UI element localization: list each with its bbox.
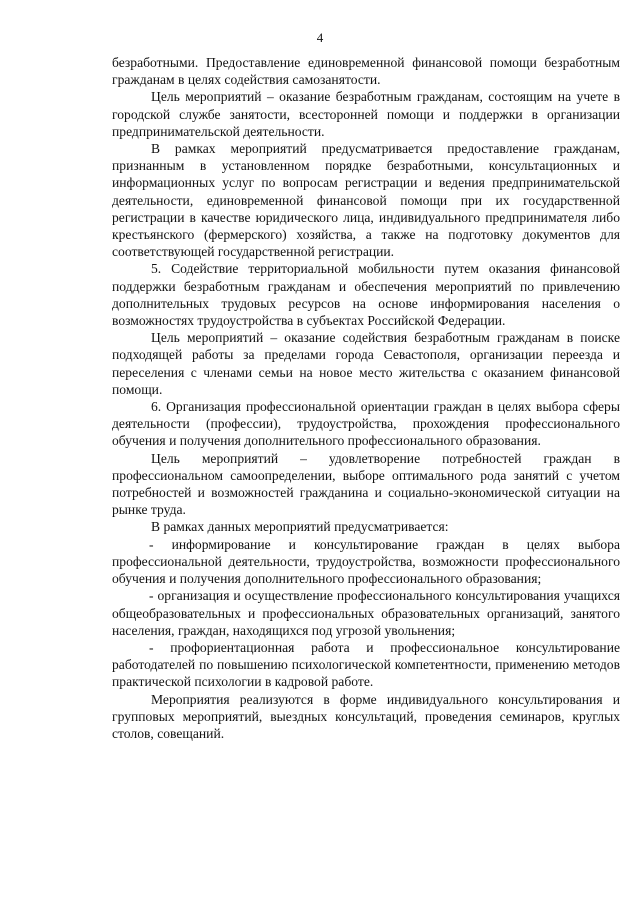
paragraph-5: Цель мероприятий – оказание содействия безработным гражданам в поиске подходящей работы за пределами города Севастополя, организации переезда и переселения с членами семьи на новое место жительства с оказанием финансовой помощи. bbox=[112, 330, 620, 397]
list-item-2: - организация и осуществление профессионального консультирования учащихся общеобразовательных и профессиональных образовательных организаций, занятого населения, граждан, находящихся под угрозой увольнения; bbox=[112, 588, 620, 638]
paragraph-3: В рамках мероприятий предусматривается предоставление гражданам, признанным в установленном порядке безработными, консультационных и информационных услуг по вопросам регистрации и ведения предпринимательской деятельности, единовременной финансовой помощи при их государственной регистрации в качестве юридического лица, индивидуального предпринимателя либо крестьянского (фермерского) хозяйства, а также на подготовку документов для соответствующей государственной регистрации. bbox=[112, 141, 620, 260]
paragraph-6: 6. Организация профессиональной ориентации граждан в целях выбора сферы деятельности (профессии), трудоустройства, прохождения профессионального обучения и получения дополнительного профессионального образования. bbox=[112, 399, 620, 449]
document-body bbox=[112, 54, 620, 742]
list-item-3: - профориентационная работа и профессиональное консультирование работодателей по повышению психологической компетентности, применению методов практической психологии в кадровой работе. bbox=[112, 639, 620, 690]
paragraph-1: безработными. Предоставление единовременной финансовой помощи безработным гражданам в целях содействия самозанятости. bbox=[112, 55, 620, 88]
page-number: 4 bbox=[316, 30, 324, 45]
list-item-1: - информирование и консультирование граждан в целях выбора профессиональной деятельности, трудоустройства, возможности профессионального обучения и получения дополнительного профессионального образования; bbox=[112, 536, 620, 587]
paragraph-4: 5. Содействие территориальной мобильности путем оказания финансовой поддержки безработным гражданам и обеспечения мероприятий по привлечению дополнительных трудовых ресурсов на основе информирования населения о возможностях трудоустройства в субъектах Российской Федерации. bbox=[112, 261, 620, 329]
paragraph-7: Цель мероприятий – удовлетворение потребностей граждан в профессиональном самоопределении, выборе оптимального рода занятий с учетом потребностей и возможностей гражданина и социально-экономической ситуации на рынке труда. bbox=[112, 450, 620, 518]
paragraph-9: Мероприятия реализуются в форме индивидуального консультирования и групповых мероприятий, выездных консультаций, проведения семинаров, круглых столов, совещаний. bbox=[112, 691, 620, 741]
paragraph-8: В рамках данных мероприятий предусматривается: bbox=[151, 519, 449, 535]
paragraph-2: Цель мероприятий – оказание безработным гражданам, состоящим на учете в городской службе занятости, всесторонней помощи и поддержки в организации предпринимательской деятельности. bbox=[112, 89, 620, 139]
